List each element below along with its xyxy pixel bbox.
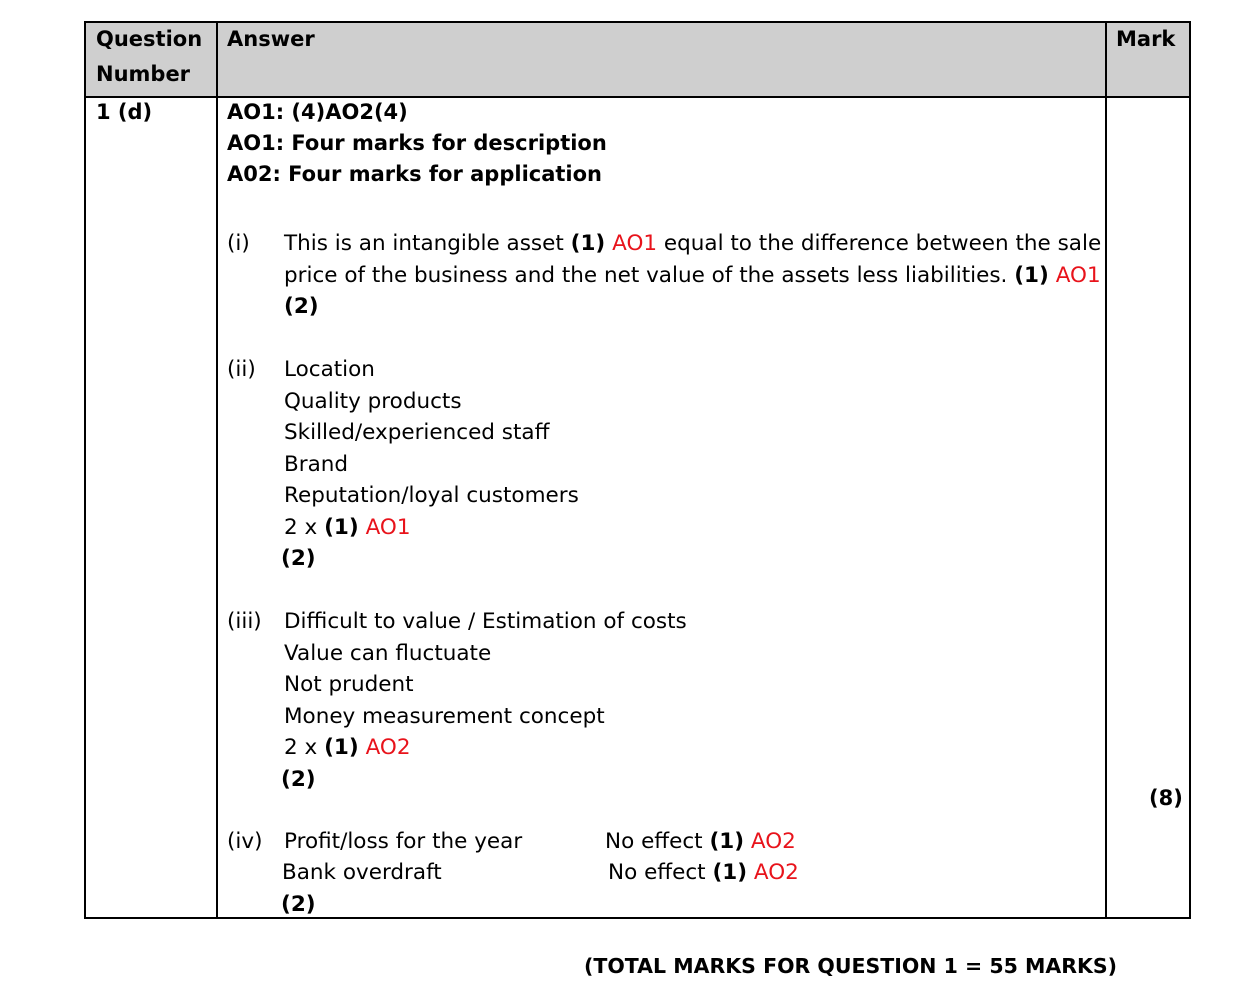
part-iv-effect-1: No effect (1) AO2 — [605, 829, 796, 854]
list-item: Value can fluctuate — [284, 640, 492, 666]
list-item: Quality products — [284, 388, 462, 414]
column-divider — [216, 23, 218, 917]
part-iii-answer: Difficult to value / Estimation of costs Value can fluctuate Not prudent Money measurement concept 2 x (1) AO2 (2) — [284, 606, 687, 795]
column-divider — [1105, 23, 1107, 917]
list-item: Money measurement concept — [284, 703, 605, 729]
header-question: Question — [96, 27, 203, 51]
mark-value: (8) — [1149, 786, 1183, 810]
part-i-answer: This is an intangible asset (1) AO1 equal to the difference between the sale price of the business and the net value of the assets less liabilities. (1) AO1 (2) — [284, 228, 1101, 323]
header-number: Number — [96, 62, 191, 86]
list-item: Difficult to value / Estimation of costs — [284, 609, 687, 634]
mark-scheme-table — [84, 21, 1191, 919]
header-mark: Mark — [1116, 27, 1176, 51]
part-iv-label: (iv) — [227, 829, 263, 854]
part-i-total: (2) — [284, 294, 319, 319]
part-ii-label: (ii) — [227, 357, 256, 382]
ao2-description: A02: Four marks for application — [227, 162, 603, 186]
part-iv-effect-2: No effect (1) AO2 — [608, 860, 799, 885]
total-marks: (TOTAL MARKS FOR QUESTION 1 = 55 MARKS) — [584, 954, 1118, 978]
assessment-objectives: AO1: (4)AO2(4) — [227, 100, 408, 124]
part-iii-label: (iii) — [227, 609, 262, 634]
part-ii-answer: Location Quality products Skilled/experienced staff Brand Reputation/loyal customers 2 x (1) AO1 (2) — [284, 354, 579, 575]
header-answer: Answer — [227, 27, 315, 51]
part-iv-item-2: Bank overdraft — [282, 860, 442, 885]
list-item: Skilled/experienced staff — [284, 420, 550, 445]
part-ii-total: (2) — [281, 546, 316, 571]
list-item: Brand — [284, 451, 349, 477]
ao1-description: AO1: Four marks for description — [227, 131, 607, 155]
part-iii-total: (2) — [281, 766, 316, 792]
list-item: Not prudent — [284, 672, 414, 697]
list-item: Location — [284, 357, 375, 382]
part-iv-total: (2) — [281, 892, 316, 917]
part-i-label: (i) — [227, 231, 250, 256]
list-item: Reputation/loyal customers — [284, 483, 579, 508]
question-number: 1 (d) — [96, 100, 153, 124]
part-iv-item-1: Profit/loss for the year — [284, 829, 523, 854]
